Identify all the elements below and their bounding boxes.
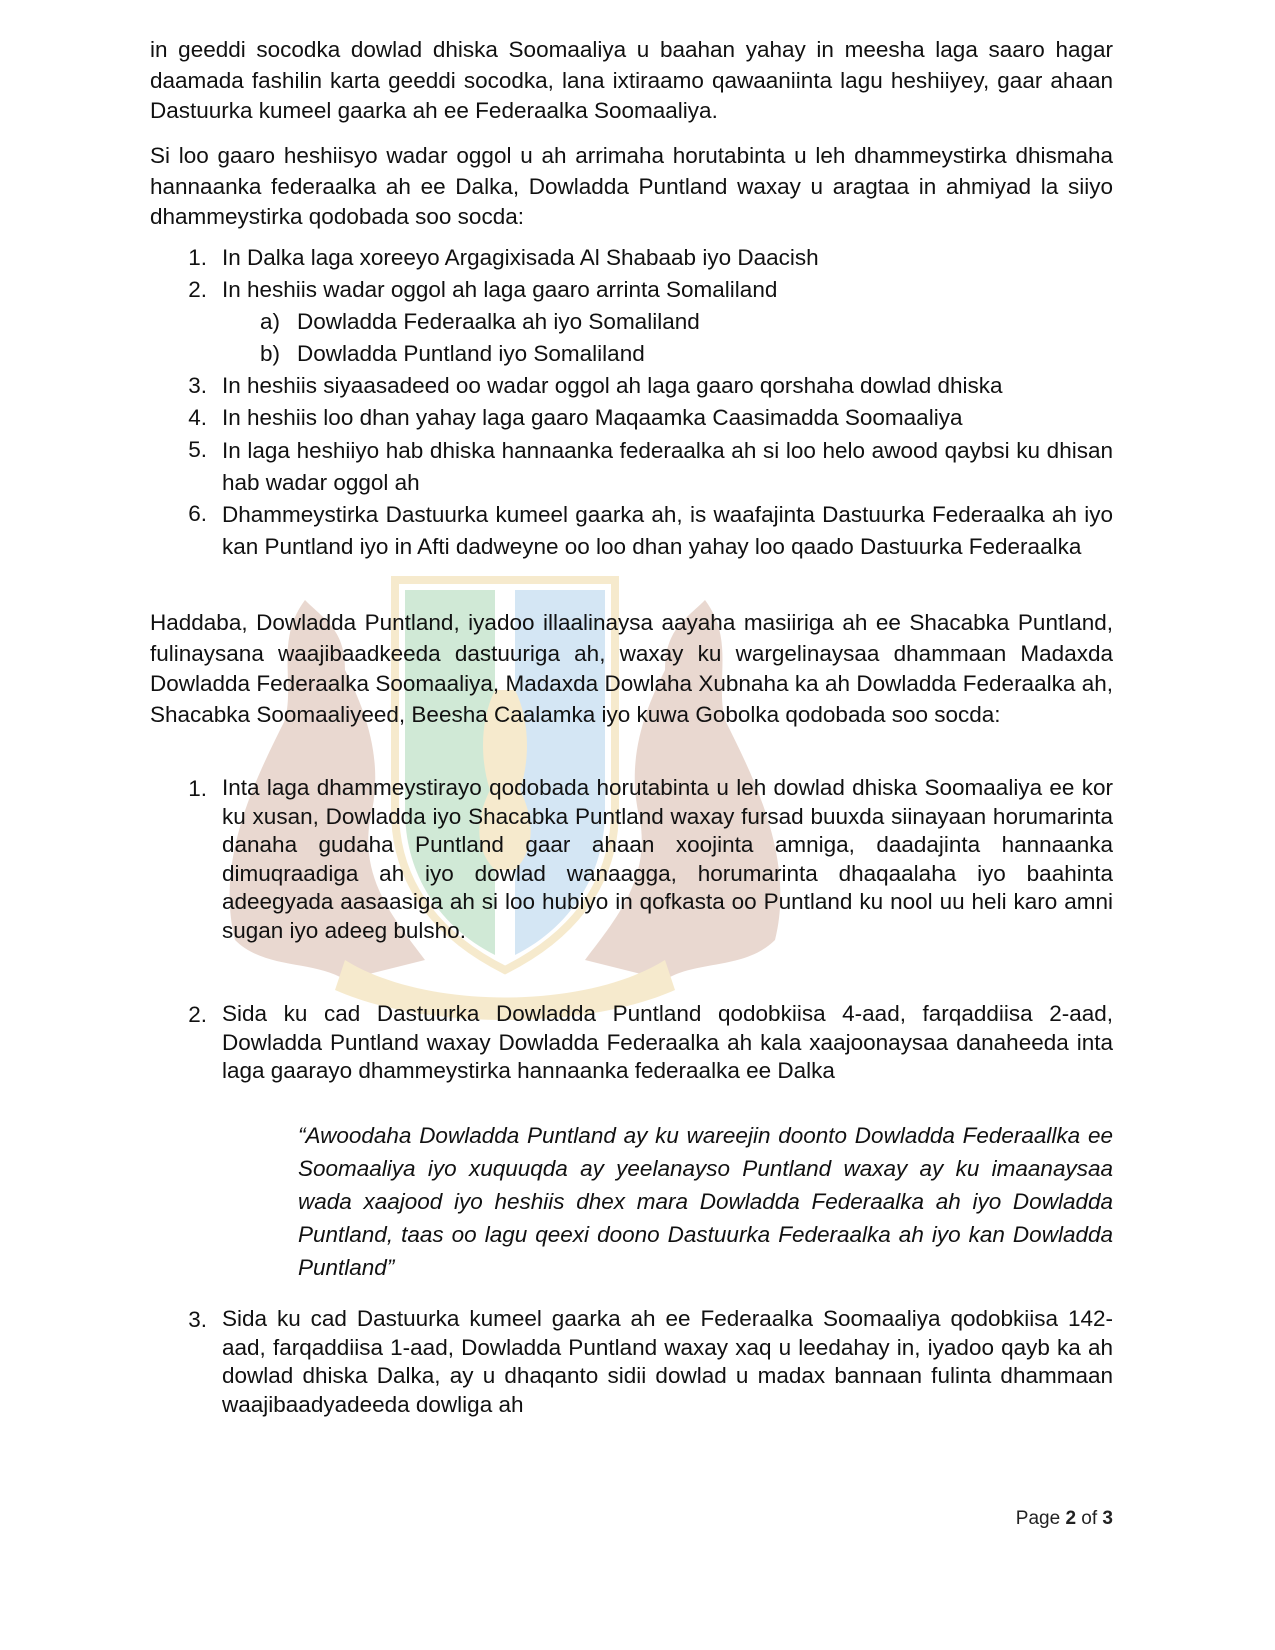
document-page: in geeddi socodka dowlad dhiska Soomaaliya u baahan yahay in meesha laga saaro hagar daamada fashilin karta geeddi socodka, lana ixtiraamo qawaaniinta lagu heshiiyey, gaar ahaan Dastuurka kumeel gaarka ah ee Federaalka Soomaaliya. Si loo gaaro heshiisyo wadar oggol u ah arrimaha horutabinta u leh dhammeystirka dhismaha hannaanka federaalka ah ee Dalka, Dowladda Puntland waxay u aragtaa in ahmiyad la siiyo dhammeystirka qodobada soo socda: 1. In Dalka laga xoreeyo Argagixisada Al Shabaab iyo Daacish 2. In heshiis wadar oggol ah laga gaaro arrinta Somaliland a) Dowladda Federaalka ah iyo Somaliland b) Dowladda Puntland iyo Somaliland 3. In heshiis siyaasadeed oo wadar oggol ah laga gaaro qorshaha dowlad dhiska 4. In heshiis loo dhan yahay laga gaaro Maqaamka Caasimadda Soomaaliya 5. In laga heshiiyo hab dhiska hannaanka federaalka ah si loo helo awood qaybsi ku dhisan hab wadar oggol ah 6. Dhammeystirka Dastuurka kumeel gaarka ah, is waafajinta Dastuurka Federaalka ah iyo kan Puntland iyo in Afti dadweyne oo loo dhan yahay loo qaado Dastuurka Federaalka Haddaba, Dowladda Puntland, iyadoo illaalinaysa aayaha masiiriga ah ee Shacabka Puntland, fulinaysana waajibaadkeeda dastuuriga ah, waxay ku wargelinaysaa dhammaan Madaxda Dowladda Federaalka Soomaaliya, Madaxda Dowlaha Xubnaha ka ah Dowladda Federaalka ah, Shacabka Soomaaliyeed, Beesha Caalamka iyo kuwa Gobolka qodobada soo socda: 1. Inta laga dhammeystirayo qodobada horutabinta u leh dowlad dhiska Soomaaliya ee kor ku xusan, Dowladda iyo Shacabka Puntland waxay fursad buuxda siinayaan horumarinta danaha gudaha Puntland gaar ahaan xoojinta amniga, daadajinta hannaanka dimuqraadiga ah iyo dowlad wanaagga, horumarinta dhaqaalaha iyo baahinta adeegyada aasaasiga ah si loo hubiyo in qofkasta oo Puntland ku nool uu heli karo amni sugan iyo adeeg bulsho. 2. Sida ku cad Dastuurka Dowladda Puntland qodobkiisa 4-aad, farqaddiisa 2-aad, Dowladda Puntland waxay Dowladda Federaalka ah kala xaajoonaysaa danaheeda inta laga gaarayo dhammeystirka hannaanka federaalka ee Dalka “Awoodaha Dowladda Puntland ay ku wareejin doonto Dowladda Federaallka ee Soomaaliya iyo xuquuqda ay yeelanayso Puntland waxay ay ku imaanaysaa wada xaajood iyo heshiis dhex mara Dowladda Federaalka ah iyo Dowladda Puntland, taas oo lagu qeexi doono Dastuurka Federaalka ah iyo kan Dowladda Puntland” 3. Sida ku cad Dastuurka kumeel gaarka ah ee Federaalka Soomaaliya qodobkiisa 142-aad, farqaddiisa 1-aad, Dowladda Puntland waxay xaq u leedahay in, iyadoo qayb ka ah dowlad dhiska Dalka, ay u dhaqanto sidii dowlad u madax bannaan fulinta dhammaan waajibaadyadeeda dowliga ah Page 2 of 3 bbox=[150, 37, 1113, 1529]
intro-paragraph: in geeddi socodka dowlad dhiska Soomaaliya u baahan yahay in meesha laga saaro hagar daamada fashilin karta geeddi socodka, lana ixtiraamo qawaaniinta lagu heshiiyey, gaar ahaan Dastuurka kumeel gaarka ah ee Federaalka Soomaaliya. bbox=[150, 37, 1113, 123]
paragraph-priorities-intro: Si loo gaaro heshiisyo wadar oggol u ah arrimaha horutabinta u leh dhammeystirka dhismaha hannaanka federaalka ah ee Dalka, Dowladda Puntland waxay u aragtaa in ahmiyad la siiyo dhammeystirka qodobada soo socda: bbox=[150, 143, 1113, 229]
paragraph-announcement: Haddaba, Dowladda Puntland, iyadoo illaalinaysa aayaha masiiriga ah ee Shacabka Puntland, fulinaysana waajibaadkeeda dastuuriga ah, waxay ku wargelinaysaa dhammaan Madaxda Dowladda Federaalka Soomaaliya, Madaxda Dowlaha Xubnaha ka ah Dowladda Federaalka ah, Shacabka Soomaaliyeed, Beesha Caalamka iyo kuwa Gobolka qodobada soo socda: bbox=[150, 610, 1113, 727]
constitution-quote: “Awoodaha Dowladda Puntland ay ku wareejin doonto Dowladda Federaallka ee Soomaaliya iyo xuquuqda ay yeelanayso Puntland waxay ay ku imaanaysaa wada xaajood iyo heshiis dhex mara Dowladda Federaalka ah iyo Dowladda Puntland, taas oo lagu qeexi doono Dastuurka Federaalka ah iyo kan Dowladda Puntland” bbox=[298, 1123, 1113, 1280]
page-number: Page 2 of 3 bbox=[1015, 1508, 1113, 1529]
